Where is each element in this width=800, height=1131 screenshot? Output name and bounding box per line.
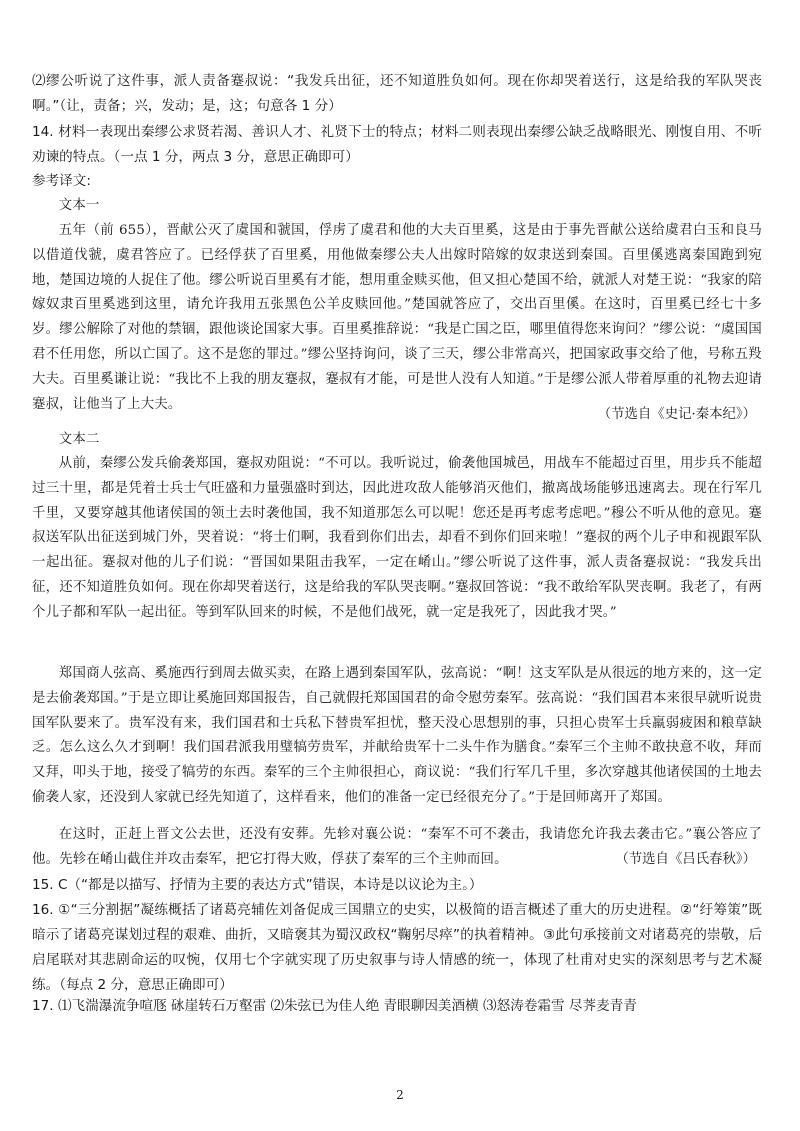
text1-source: （节选自《史记·秦本纪》） bbox=[597, 407, 756, 422]
answer-q13-part2: ⑵缪公听说了这件事，派人责备蹇叔说：“我发兵出征，还不知道胜负如何。现在你却哭着送行，这是给我的军队哭丧啊。”（让，责备；兴，发动；是，这；句意各 1 分） bbox=[32, 73, 762, 114]
text1-body: 五年（前 655），晋献公灭了虞国和虢国，俘虏了虞君和他的大夫百里奚，这是由于事先晋献公送给虞君白玉和良马以借道伐虢，虞君答应了。已经俘获了百里奚，用他做秦缪公夫人出嫁时陪嫁的奴隶送到秦国。百里傒逃离秦国跑到宛地，楚国边境的人捉住了他。缪公听说百里奚有才能，想用重金赎买他，但又担心楚国不给，就派人对楚王说：“我家的陪嫁奴隶百里奚逃到这里，请允许我用五张黑色公羊皮赎回他。”楚国就答应了，交出百里傒。在这时，百里奚已经七十多岁。缪公解除了对他的禁锢，跟他谈论国家大事。百里奚推辞说：“我是亡国之臣，哪里值得您来询问？”缪公说：“虞国国君不任用您，所以亡国了。这不是您的罪过。”缪公坚持询问，谈了三天，缪公非常高兴，把国家政事交给了他，号称五羖大夫。百里奚谦让说：“我比不上我的朋友蹇叔，蹇叔有才能，可是世人没有人知道。”于是缪公派人带着厚重的礼物去迎请蹇叔，让他当了上大夫。 bbox=[32, 223, 762, 412]
text2-paragraph-1: 从前，秦缪公发兵偷袭郑国，蹇叔劝阻说：“不可以。我听说过，偷袭他国城邑，用战车不能超过百里，用步兵不能超过三十里，都是凭着士兵士气旺盛和力量强盛时到达，因此进攻敌人能够消灭他们，撤离战场能够迅速离去。现在行军几千里，又要穿越其他诸侯国的领土去时袭他国，我不知道那怎么可以呢！您还是再考虑考虑吧。”穆公不听从他的意见。蹇叔送军队出征送到城门外，哭着说：“将士们啊，我看到你们出去，却看不到你们回来啦！”蹇叔的两个儿子申和视跟军队一起出征。蹇叔对他的儿子们说：“晋国如果阻击我军，一定在崤山。”缪公听说了这件事，派人责备蹇叔说：“我发兵出征，还不知道胜负如何。现在你却哭着送行，这是给我的军队哭丧啊。”蹇叔回答说：“我不敢给军队哭丧啊。我老了，有两个儿子都和军队一起出征。等到军队回来的时候，不是他们战死，就一定是我死了，因此我才哭。” bbox=[32, 456, 762, 620]
answer-q15: 15. C（“都是以描写、抒情为主要的表达方式”错误，本诗是以议论为主。） bbox=[32, 877, 483, 893]
answer-q14: 14. 材料一表现出秦缪公求贤若渴、善识人才、礼贤下士的特点；材料二则表现出秦缪公缺乏战略眼光、刚愎自用、不听劝谏的特点。（一点 1 分，两点 3 分，意思正确即可） bbox=[32, 124, 762, 165]
text1-label: 文本一 bbox=[58, 198, 100, 213]
text2-paragraph-2: 郑国商人弦高、奚施西行到周去做买卖，在路上遇到秦国军队，弦高说：“啊！这支军队是从很远的地方来的，这一定是去偷袭郑国。”于是立即让奚施回郑国报告，自己就假托郑国国君的命令慰劳秦军。弦高说：“我们国君本来很早就听说贵国军队要来了。贵军没有来，我们国君和士兵私下替贵军担忧，整天没心思想别的事，只担心贵军士兵羸弱疲困和粮草缺乏。怎么这么久才到啊！我们国君派我用璧犒劳贵军，并献给贵军十二头牛作为膳食。”秦军三个主帅不敢抉意不收，拜而又拜，叩头于地，接受了犒劳的东西。秦军的三个主帅很担心，商议说：“我们行军几千里，多次穿越其他诸侯国的土地去偷袭人家，还没到人家就已经先知道了，这样看来，他们的准备一定已经很充分了。”于是回师离开了郑国。 bbox=[32, 666, 762, 805]
page-number: 2 bbox=[396, 1088, 404, 1102]
text2-paragraph-3: 在这时，正赶上晋文公去世，还没有安葬。先轸对襄公说：“秦军不可不袭击，我请您允许我去袭击它。”襄公答应了他。先轸在崤山截住并攻击秦军，把它打得大败，俘获了秦军的三个主帅而回。 bbox=[32, 827, 762, 867]
reference-translation-heading: 参考译文: bbox=[32, 173, 91, 189]
answer-q17: 17. ⑴飞湍瀑流争喧豗 砯崖转石万壑雷 ⑵朱弦已为佳人绝 青眼聊因美酒横 ⑶怒涛卷霜雪 尽荠麦青青 bbox=[32, 998, 637, 1014]
text2-label: 文本二 bbox=[58, 432, 100, 447]
text2-source: （节选自《吕氏春秋》） bbox=[615, 852, 756, 867]
answer-q16: 16. ①“三分割据”凝练概括了诸葛亮辅佐刘备促成三国鼎立的史实，以极简的语言概述了重大的历史进程。②“纡筹策”既暗示了诸葛亮谋划过程的艰难、曲折，又暗褒其为蜀汉政权“鞠躬尽瘁”的执着精神。③此句承接前文对诸葛亮的崇敬，后启尾联对其悲剧命运的叹惋，仅用七个字就实现了历史叙事与诗人情感的统一，体现了杜甫对史实的深刻思考与艺术凝练。（每点 2 分，意思正确即可） bbox=[32, 902, 762, 993]
